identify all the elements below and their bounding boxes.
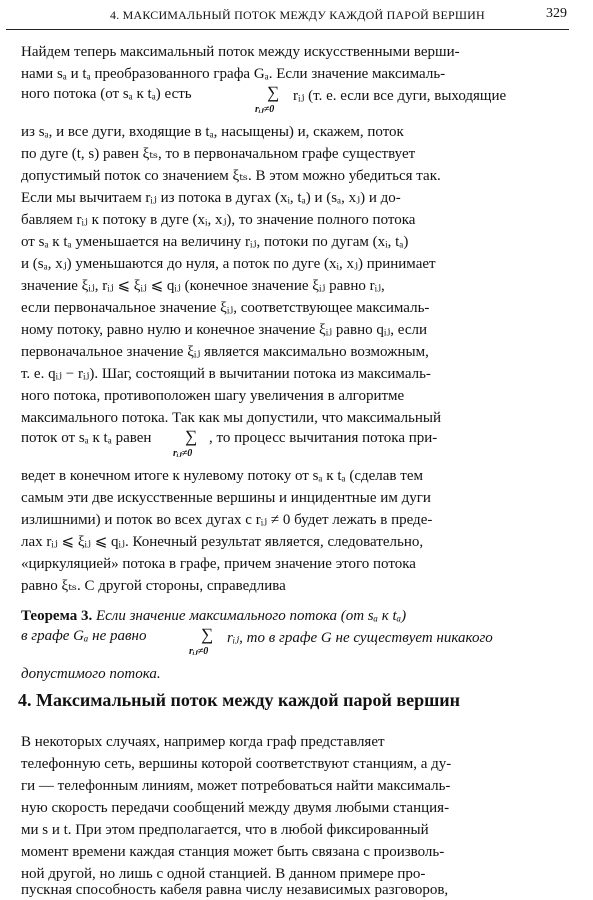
summation-sign: ∑ [267, 83, 280, 102]
summation-condition: rᵢⱼ≠0 [255, 104, 275, 115]
text-line: ному потоку, равно нулю и конечное значение ξᵢⱼ равно qᵢⱼ, если [21, 322, 428, 338]
text-line: Найдем теперь максимальный поток между искусственными верши- [21, 44, 460, 60]
text-line: излишними) и поток во всех дугах с rᵢⱼ ≠ 0 будет лежать в преде- [21, 512, 433, 528]
text-line: В некоторых случаях, например когда граф представляет [21, 734, 385, 750]
text-line: от sₐ к tₐ уменьшается на величину rᵢⱼ, потоки по дугам (xᵢ, tₐ) [21, 234, 409, 250]
text-line: телефонную сеть, вершины которой соответствуют станциям, а ду- [21, 756, 452, 772]
text-line: самым эти две искусственные вершины и инцидентные им дуги [21, 490, 431, 506]
text-line: бавляем rᵢⱼ к потоку в дуге (xᵢ, xⱼ), то значение полного потока [21, 212, 416, 228]
text-line: максимального потока. Так как мы допустили, что максимальный [21, 410, 442, 426]
section-heading: 4. Максимальный поток между каждой парой вершин [18, 690, 461, 710]
text-line: «циркуляцией» потока в графе, причем значение этого потока [21, 556, 416, 572]
text-line-rest: rᵢⱼ (т. е. если все дуги, выходящие [293, 88, 507, 104]
text-line: допустимый поток со значением ξₜₛ. В этом можно убедиться так. [21, 168, 441, 184]
summation-condition: rᵢⱼ≠0 [189, 646, 209, 657]
text-line-rest: , то процесс вычитания потока при- [209, 430, 438, 446]
theorem-text: Если значение максимального потока (от sₐ к tₐ) [95, 608, 407, 624]
running-head [0, 0, 593, 32]
theorem-text: rᵢⱼ, то в графе G не существует никакого [227, 630, 493, 646]
text-line: ведет в конечном итоге к нулевому потоку от sₐ к tₐ (сделав тем [21, 468, 423, 484]
theorem-text: в графе Gₐ не равно [21, 628, 147, 644]
text-line: нами sₐ и tₐ преобразованного графа Gₐ. Если значение максималь- [21, 66, 446, 82]
summation-sign: ∑ [185, 427, 198, 446]
text-line: ную скорость передачи сообщений между двумя любыми станция- [21, 800, 450, 816]
sum-line [21, 83, 569, 120]
running-head-title: 4. МАКСИМАЛЬНЫЙ ПОТОК МЕЖДУ КАЖДОЙ ПАРОЙ ВЕРШИН [110, 8, 485, 22]
summation-sign: ∑ [201, 625, 214, 644]
text-line: т. е. qᵢⱼ − rᵢⱼ). Шаг, состоящий в вычитании потока из максималь- [21, 366, 431, 382]
header-rule [6, 29, 569, 30]
text-line: равно ξₜₛ. С другой стороны, справедлива [21, 578, 286, 594]
text-line: и (sₐ, xⱼ) уменьшаются до нуля, а поток по дуге (xᵢ, xⱼ) принимает [21, 256, 436, 272]
text-line: момент времени каждая станция может быть связана с произволь- [21, 844, 445, 860]
sum-line [21, 427, 569, 464]
text-line: значение ξᵢⱼ, rᵢⱼ ⩽ ξᵢⱼ ⩽ qᵢⱼ (конечное значение ξᵢⱼ равно rᵢⱼ, [21, 278, 385, 294]
text-line: если первоначальное значение ξᵢⱼ, соответствующее максималь- [21, 300, 430, 316]
summation-condition: rᵢⱼ≠0 [173, 448, 193, 459]
text-line: ги — телефонным линиям, может потребоваться найти максималь- [21, 778, 451, 794]
text-line: из sₐ, и все дуги, входящие в tₐ, насыщены) и, скажем, поток [21, 124, 404, 140]
text-line: Если мы вычитаем rᵢⱼ из потока в дугах (xᵢ, tₐ) и (sₐ, xⱼ) и до- [21, 190, 401, 206]
text-line: по дуге (t, s) равен ξₜₛ, то в первоначальном графе существует [21, 146, 416, 162]
theorem-line [21, 606, 569, 626]
theorem-label: Теорема 3. [21, 608, 93, 624]
text-line: пускная способность кабеля равна числу независимых разговоров, [21, 882, 449, 898]
page-number: 329 [546, 6, 567, 21]
theorem-line: допустимого потока. [21, 666, 161, 682]
sum-line [21, 625, 569, 662]
text-line-lead: поток от sₐ к tₐ равен [21, 430, 152, 446]
text-line-lead: ного потока (от sₐ к tₐ) есть [21, 86, 192, 102]
text-line: ного потока, противоположен шагу увеличения в алгоритме [21, 388, 405, 404]
text-line: ми s и t. При этом предполагается, что в любой фиксированный [21, 822, 429, 838]
text-line: первоначальное значение ξᵢⱼ является максимально возможным, [21, 344, 429, 360]
text-line: ной другой, но лишь с одной станцией. В данном примере про- [21, 866, 426, 882]
text-line: лах rᵢⱼ ⩽ ξᵢⱼ ⩽ qᵢⱼ. Конечный результат является, следовательно, [21, 534, 424, 550]
